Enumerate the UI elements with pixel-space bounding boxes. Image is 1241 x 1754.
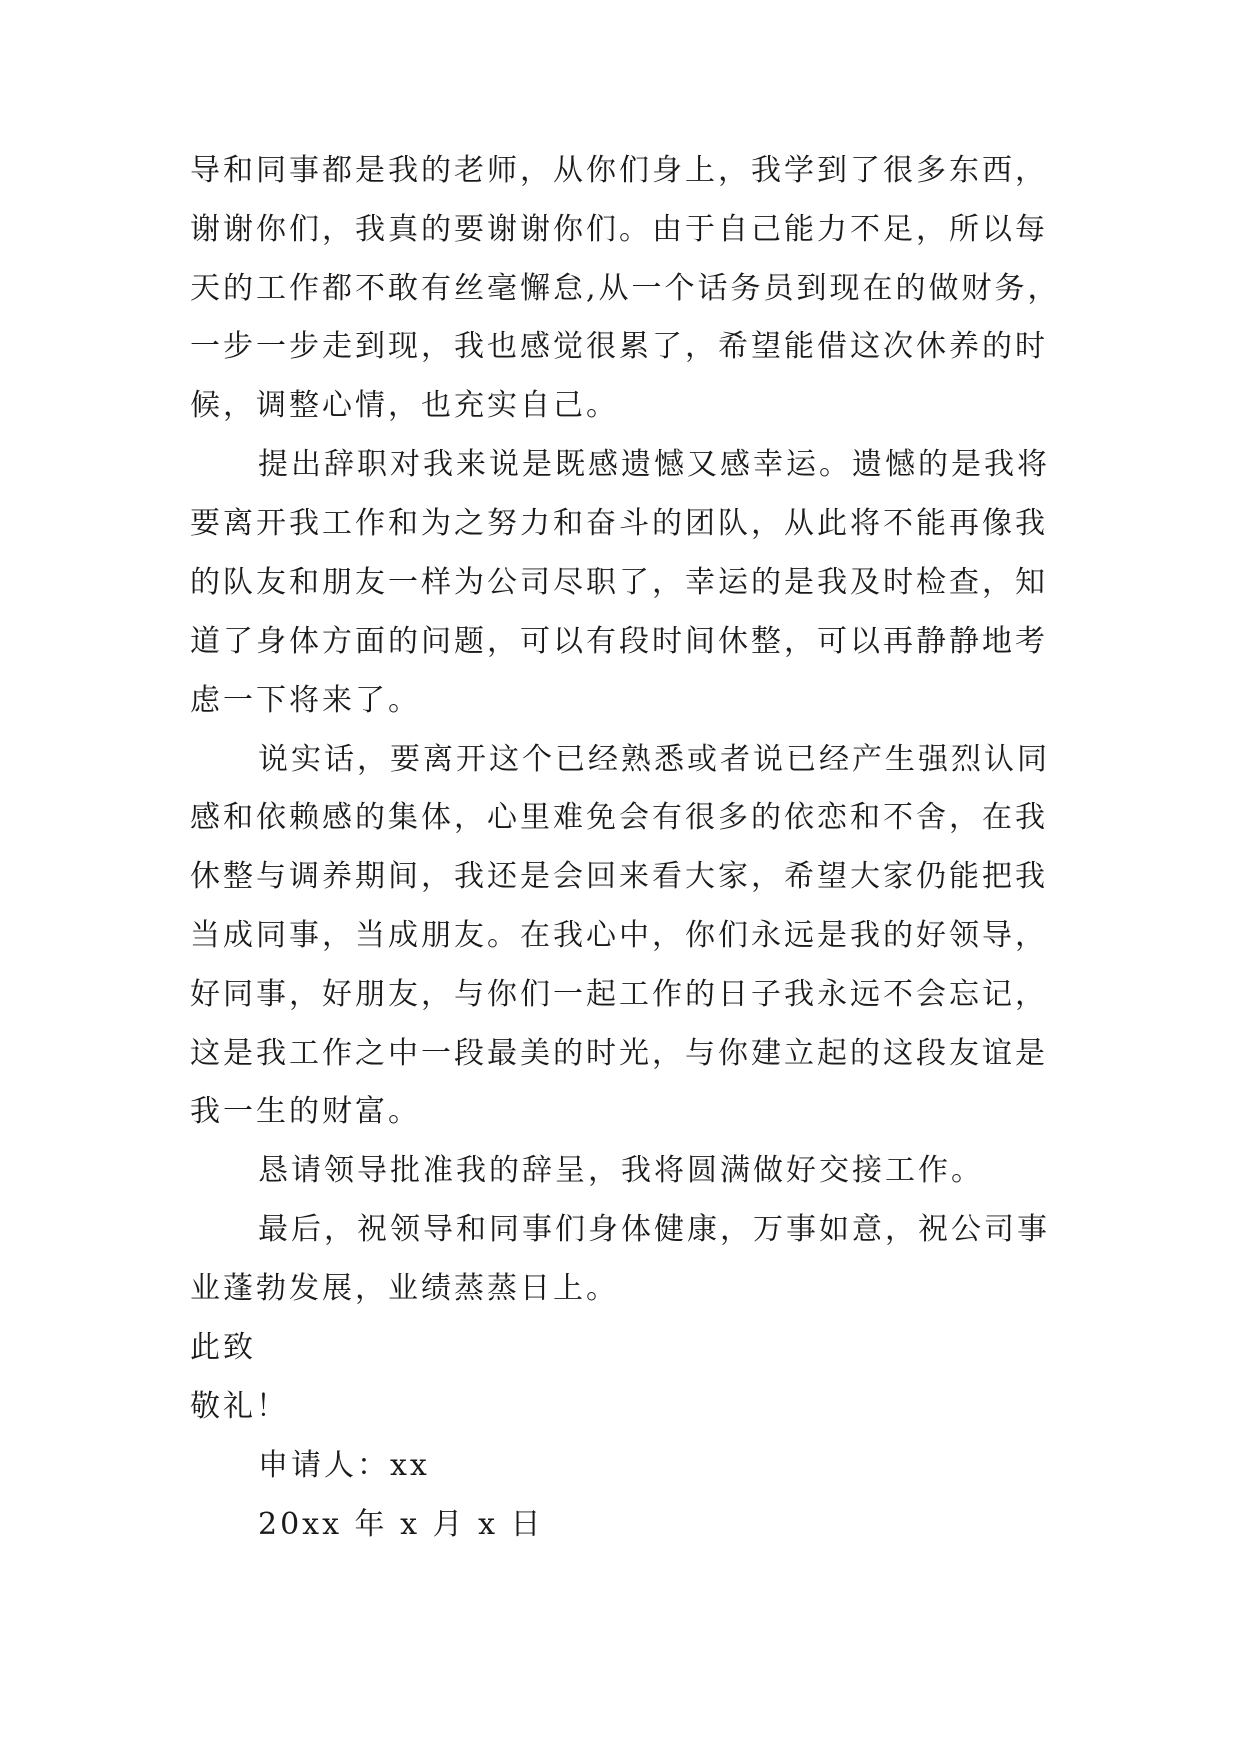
text-line: 候，调整心情，也充实自己。	[190, 388, 619, 423]
text-line: 道了身体方面的问题，可以有段时间休整，可以再静静地考	[190, 624, 1048, 659]
text-line: 最后，祝领导和同事们身体健康，万事如意，祝公司事	[258, 1212, 1050, 1247]
text-line: 好同事，好朋友，与你们一起工作的日子我永远不会忘记，	[190, 977, 1048, 1012]
text-line: 导和同事都是我的老师，从你们身上，我学到了很多东西，	[190, 153, 1048, 188]
text-line: 休整与调养期间，我还是会回来看大家，希望大家仍能把我	[190, 859, 1048, 894]
text-line: 要离开我工作和为之努力和奋斗的团队，从此将不能再像我	[190, 506, 1048, 541]
date-line: 20xx 年 x 月 x 日	[258, 1507, 544, 1542]
text-line: 我一生的财富。	[190, 1094, 421, 1129]
applicant-line: 申请人：xx	[258, 1448, 430, 1483]
text-line: 谢谢你们，我真的要谢谢你们。由于自己能力不足，所以每	[190, 212, 1048, 247]
text-line: 感和依赖感的集体，心里难免会有很多的依恋和不舍，在我	[190, 800, 1048, 835]
salutation-line: 敬礼！	[190, 1389, 289, 1424]
text-line: 提出辞职对我来说是既感遗憾又感幸运。遗憾的是我将	[258, 447, 1050, 482]
text-line: 虑一下将来了。	[190, 683, 421, 718]
text-line: 天的工作都不敢有丝毫懈怠,从一个话务员到现在的做财务，	[190, 271, 1061, 306]
text-line: 这是我工作之中一段最美的时光，与你建立起的这段友谊是	[190, 1036, 1048, 1071]
closing-line: 此致	[190, 1330, 256, 1365]
text-line: 恳请领导批准我的辞呈，我将圆满做好交接工作。	[258, 1153, 984, 1188]
text-line: 当成同事，当成朋友。在我心中，你们永远是我的好领导，	[190, 918, 1048, 953]
text-line: 业蓬勃发展，业绩蒸蒸日上。	[190, 1271, 619, 1306]
text-line: 一步一步走到现，我也感觉很累了，希望能借这次休养的时	[190, 329, 1048, 364]
text-line: 的队友和朋友一样为公司尽职了，幸运的是我及时检查，知	[190, 565, 1048, 600]
text-line: 说实话，要离开这个已经熟悉或者说已经产生强烈认同	[258, 742, 1050, 777]
